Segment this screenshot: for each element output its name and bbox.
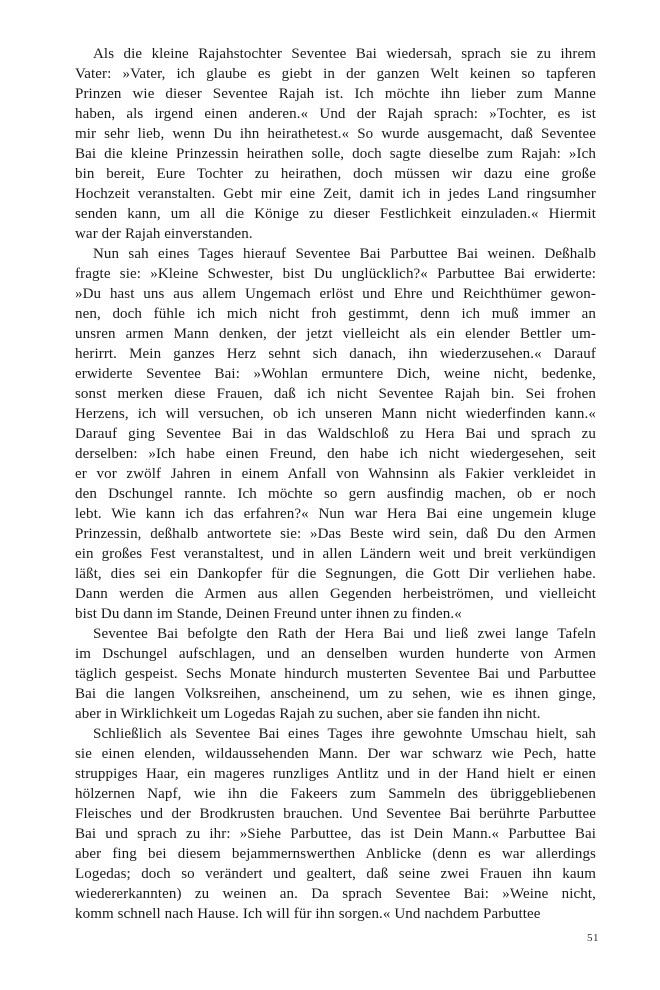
text-line: nen, doch fühle ich mich nicht froh gestimmt, denn ich muß immer an bbox=[75, 306, 596, 322]
text-line: lebt. Wie kann ich das erfahren?« Nun war Hera Bai eine ungemein kluge bbox=[75, 506, 596, 522]
text-line: erwiderte Seventee Bai: »Wohlan ermuntere Dich, weine nicht, bedenke, bbox=[75, 366, 596, 382]
text-block bbox=[75, 44, 596, 924]
text-line: Vater: »Vater, ich glaube es giebt in der ganzen Welt keinen so tapferen bbox=[75, 66, 596, 82]
text-line: aber in Wirklichkeit um Logedas Rajah zu suchen, aber sie fanden ihn nicht. bbox=[75, 706, 541, 722]
text-line: mir sehr lieb, wenn Du ihn heirathetest.« So wurde ausgemacht, daß Seventee bbox=[75, 126, 596, 142]
page-number: 51 bbox=[587, 932, 599, 944]
text-line: Schließlich als Seventee Bai eines Tages ihre gewohnte Umschau hielt, sah bbox=[93, 726, 596, 742]
text-line: herirrt. Mein ganzes Herz sehnt sich danach, ihn wiederzusehen.« Darauf bbox=[75, 346, 596, 362]
text-line: im Dschungel aufschlagen, und an denselben wurden hunderte von Armen bbox=[75, 646, 596, 662]
text-line: täglich gespeist. Sechs Monate hindurch musterten Seventee Bai und Parbuttee bbox=[75, 666, 596, 682]
text-line: Prinzen wie dieser Seventee Rajah ist. Ich möchte ihn lieber zum Manne bbox=[75, 86, 596, 102]
text-line: sie einen elenden, wildaussehenden Mann. Der war schwarz wie Pech, hatte bbox=[75, 746, 596, 762]
text-line: »Du hast uns aus allem Ungemach erlöst und Ehre und Reichthümer gewon- bbox=[75, 286, 596, 302]
text-line: Seventee Bai befolgte den Rath der Hera Bai und ließ zwei lange Tafeln bbox=[93, 626, 596, 642]
text-line: Als die kleine Rajahstochter Seventee Bai wiedersah, sprach sie zu ihrem bbox=[93, 46, 596, 62]
text-line: senden kann, um all die Könige zu dieser Festlichkeit einzuladen.« Hiermit bbox=[75, 206, 596, 222]
text-line: war der Rajah einverstanden. bbox=[75, 226, 253, 242]
text-line: wiedererkannten) zu weinen an. Da sprach Seventee Bai: »Weine nicht, bbox=[75, 886, 596, 902]
text-line: derselben: »Ich habe einen Freund, den habe ich nicht wiedergesehen, seit bbox=[75, 446, 596, 462]
text-line: struppiges Haar, ein mageres runzliges Antlitz und in der Hand hielt er einen bbox=[75, 766, 596, 782]
text-line: Nun sah eines Tages hierauf Seventee Bai Parbuttee Bai weinen. Deßhalb bbox=[93, 246, 596, 262]
text-line: Fleisches und der Brodkrusten brauchen. Und Seventee Bai berührte Parbuttee bbox=[75, 806, 596, 822]
text-line: ein großes Fest veranstaltest, und in allen Ländern weit und breit verkündigen bbox=[75, 546, 596, 562]
text-line: Bai die langen Volksreihen, anscheinend, um zu sehen, wie es ihnen ginge, bbox=[75, 686, 596, 702]
text-line: bin bereit, Eure Tochter zu heirathen, doch müssen wir dazu eine große bbox=[75, 166, 596, 182]
text-line: fragte sie: »Kleine Schwester, bist Du unglücklich?« Parbuttee Bai erwiderte: bbox=[75, 266, 596, 282]
text-line: Bai und sprach zu ihr: »Siehe Parbuttee, das ist Dein Mann.« Parbuttee Bai bbox=[75, 826, 596, 842]
text-line: den Dschungel rannte. Ich möchte so gern ausfindig machen, ob er noch bbox=[75, 486, 596, 502]
text-line: bist Du dann im Stande, Deinen Freund unter ihnen zu finden.« bbox=[75, 606, 462, 622]
text-line: komm schnell nach Hause. Ich will für ihn sorgen.« Und nachdem Parbuttee bbox=[75, 906, 541, 922]
text-line: sonst merken diese Frauen, daß ich nicht Seventee Rajah bin. Sei frohen bbox=[75, 386, 596, 402]
text-line: Logedas; doch so verändert und gealtert, daß seine zwei Frauen ihn kaum bbox=[75, 866, 596, 882]
text-line: Hochzeit veranstalten. Gebt mir eine Zeit, damit ich in jedes Land ringsumher bbox=[75, 186, 596, 202]
text-line: läßt, dies sei ein Dankopfer für die Segnungen, die Gott Dir verliehen habe. bbox=[75, 566, 596, 582]
text-line: aber fing bei diesem bejammernswerthen Anblicke (denn es war allerdings bbox=[75, 846, 596, 862]
text-line: Bai die kleine Prinzessin heirathen solle, doch sagte dieselbe zum Rajah: »Ich bbox=[75, 146, 596, 162]
text-line: hölzernen Napf, wie ihn die Fakeers zum Sammeln des übriggebliebenen bbox=[75, 786, 596, 802]
text-line: Herzens, ich will versuchen, ob ich unseren Mann nicht wiederfinden kann.« bbox=[75, 406, 596, 422]
text-line: Darauf ging Seventee Bai in das Waldschloß zu Hera Bai und sprach zu bbox=[75, 426, 596, 442]
text-line: Dann werden die Armen aus allen Gegenden herbeiströmen, und vielleicht bbox=[75, 586, 596, 602]
text-line: haben, als irgend einen anderen.« Und der Rajah sprach: »Tochter, es ist bbox=[75, 106, 596, 122]
text-line: Prinzessin, deßhalb antwortete sie: »Das Beste wird sein, daß Du den Armen bbox=[75, 526, 596, 542]
text-line: er vor zwölf Jahren in einem Anfall von Wahnsinn als Fakier verkleidet in bbox=[75, 466, 596, 482]
text-line: unsren armen Mann denken, der jetzt vielleicht als ein elender Bettler um- bbox=[75, 326, 596, 342]
